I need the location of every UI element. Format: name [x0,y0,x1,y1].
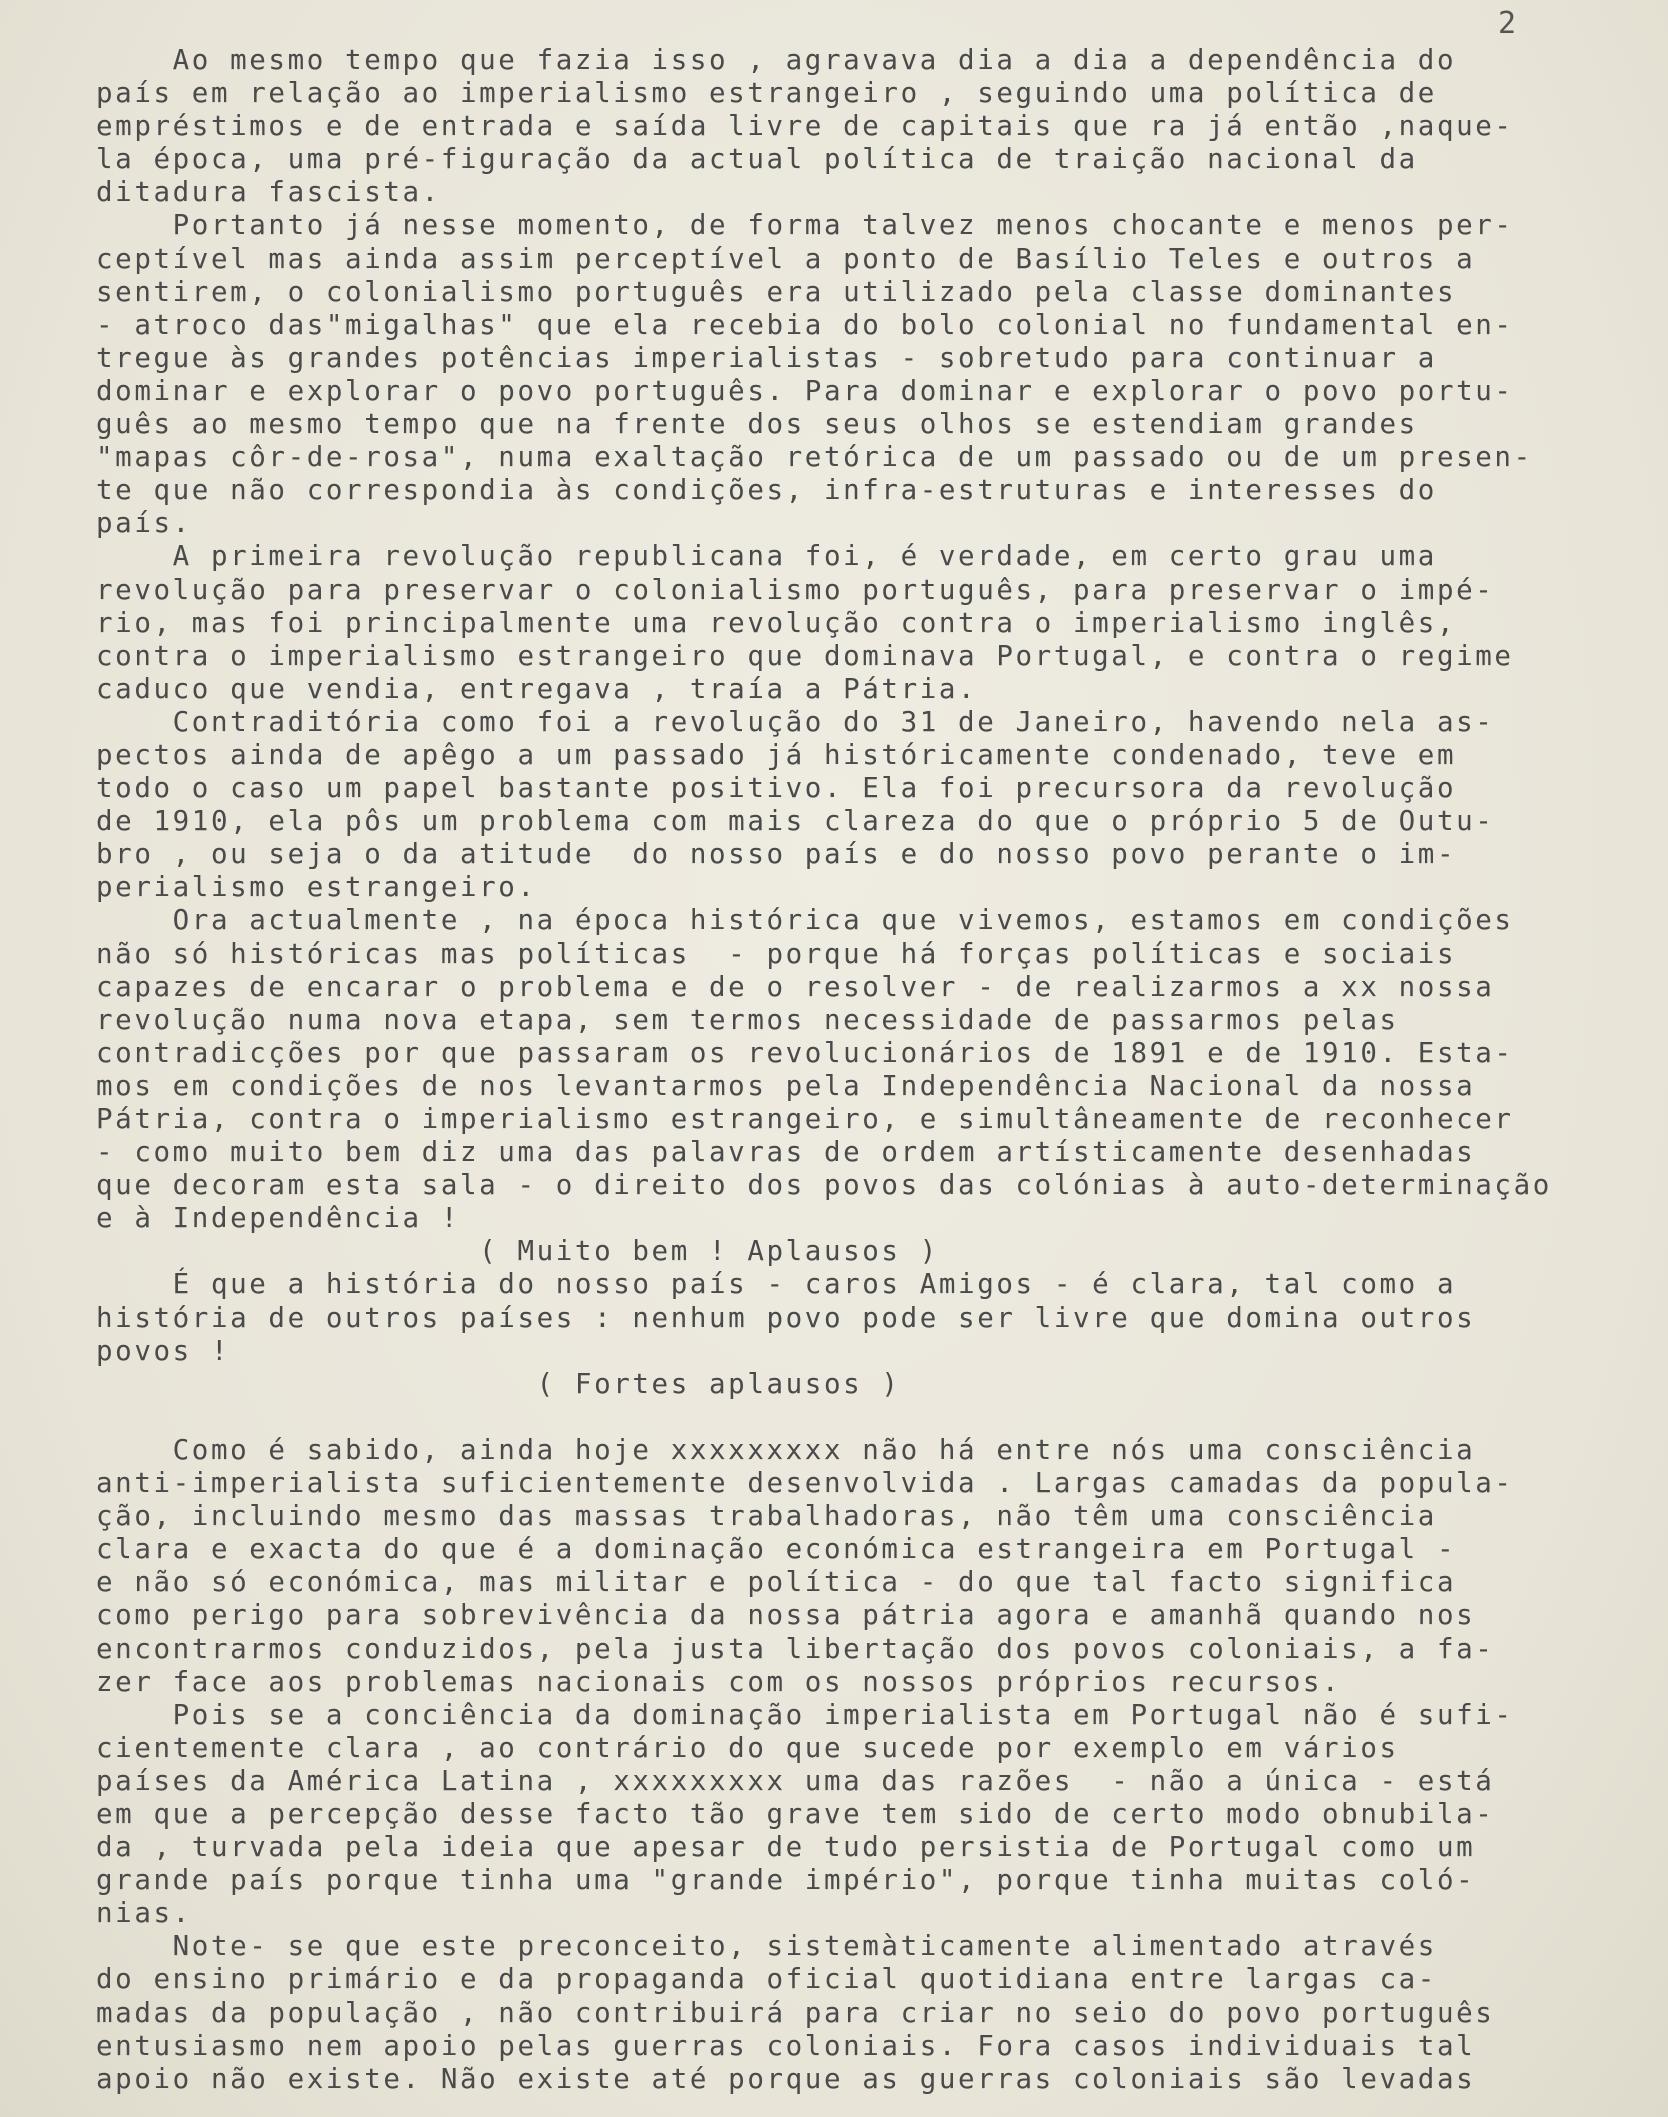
text-line [96,1401,1636,1434]
applause-note: ( Muito bem ! Aplausos ) [96,1235,939,1268]
text-line: como perigo para sobrevivência da nossa pátria agora e amanhã quando nos [96,1599,1476,1632]
text-line: história de outros países : nenhum povo pode ser livre que domina outros [96,1301,1476,1334]
text-line: zer face aos problemas nacionais com os nossos próprios recursos. [96,1665,1342,1698]
text-line: nias. [96,1897,192,1930]
text-line: sentirem, o colonialismo português era utilizado pela classe dominantes [96,275,1457,308]
text-line: É que a história do nosso país - caros Amigos - é clara, tal como a [96,1268,1457,1301]
text-line: países da América Latina , xxxxxxxxx uma das razões - não a única - está [96,1764,1495,1797]
text-line: - atroco das"migalhas" que ela recebia do bolo colonial no fundamental en- [96,308,1514,341]
page-number: 2 [1498,6,1517,41]
text-line: ção, incluindo mesmo das massas trabalhadoras, não têm uma consciência [96,1500,1437,1533]
text-line: perialismo estrangeiro. [96,871,537,904]
text-line: em que a percepção desse facto tão grave tem sido de certo modo obnubila- [96,1797,1495,1830]
text-line: anti-imperialista suficientemente desenvolvida . Largas camadas da popula- [96,1467,1514,1500]
text-line: povos ! [96,1334,231,1367]
text-line: - como muito bem diz uma das palavras de ordem artísticamente desenhadas [96,1136,1476,1169]
text-line: da , turvada pela ideia que apesar de tudo persistia de Portugal como um [96,1831,1476,1864]
text-line: clara e exacta do que é a dominação económica estrangeira em Portugal - [96,1533,1457,1566]
text-line: Note- se que este preconceito, sistemàticamente alimentado através [96,1930,1437,1963]
text-line: Portanto já nesse momento, de forma talvez menos chocante e menos per- [96,209,1514,242]
text-line: Pois se a conciência da dominação imperialista em Portugal não é sufi- [96,1698,1514,1731]
text-line: de 1910, ela pôs um problema com mais clareza do que o próprio 5 de Outu- [96,805,1495,838]
text-line: "mapas côr-de-rosa", numa exaltação retórica de um passado ou de um presen- [96,441,1533,474]
text-line: do ensino primário e da propaganda oficial quotidiana entre largas ca- [96,1963,1437,1996]
text-line: e à Independência ! [96,1202,460,1235]
text-line: revolução para preservar o colonialismo português, para preservar o impé- [96,573,1495,606]
text-line: mos em condições de nos levantarmos pela Independência Nacional da nossa [96,1069,1476,1102]
text-line: Ao mesmo tempo que fazia isso , agravava dia a dia a dependência do [96,44,1457,76]
text-line: e não só económica, mas militar e política - do que tal facto significa [96,1566,1457,1599]
text-line: Ora actualmente , na época histórica que vivemos, estamos em condições [96,904,1514,937]
text-line: país. [96,507,192,540]
text-line: madas da população , não contribuirá para criar no seio do povo português [96,1996,1495,2029]
text-line: Contraditória como foi a revolução do 31 de Janeiro, havendo nela as- [96,705,1495,738]
text-line: tregue às grandes potências imperialistas - sobretudo para continuar a [96,341,1437,374]
text-line: revolução numa nova etapa, sem termos necessidade de passarmos pelas [96,1003,1399,1036]
text-line: ditadura fascista. [96,176,441,209]
text-line: contra o imperialismo estrangeiro que dominava Portugal, e contra o regime [96,639,1514,672]
text-line: todo o caso um papel bastante positivo. Ela foi precursora da revolução [96,772,1457,805]
text-line: te que não correspondia às condições, infra-estruturas e interesses do [96,474,1437,507]
text-line: país em relação ao imperialismo estrangeiro , seguindo uma política de [96,77,1437,110]
text-line: que decoram esta sala - o direito dos povos das colónias à auto-determinação [96,1169,1552,1202]
applause-note: ( Fortes aplausos ) [96,1367,901,1400]
text-line: cientemente clara , ao contrário do que sucede por exemplo em vários [96,1731,1399,1764]
text-line: grande país porque tinha uma "grande império", porque tinha muitas coló- [96,1864,1476,1897]
text-line: dominar e explorar o povo português. Para dominar e explorar o povo portu- [96,374,1514,407]
text-line: empréstimos e de entrada e saída livre de capitais que ra já então ,naque- [96,110,1514,143]
text-line: não só históricas mas políticas - porque há forças políticas e sociais [96,937,1457,970]
text-line: contradicções por que passaram os revolucionários de 1891 e de 1910. Esta- [96,1036,1514,1069]
text-line: caduco que vendia, entregava , traía a Pátria. [96,672,978,705]
text-line: bro , ou seja o da atitude do nosso país e do nosso povo perante o im- [96,838,1457,871]
text-line: Pátria, contra o imperialismo estrangeiro, e simultâneamente de reconhecer [96,1103,1514,1135]
text-line: capazes de encarar o problema e de o resolver - de realizarmos a xx nossa [96,970,1495,1003]
text-line: ceptível mas ainda assim perceptível a ponto de Basílio Teles e outros a [96,242,1476,275]
text-line: pectos ainda de apêgo a um passado já históricamente condenado, teve em [96,738,1457,771]
typewritten-text [96,44,1636,2096]
text-line: rio, mas foi principalmente uma revolução contra o imperialismo inglês, [96,606,1457,639]
text-line: Como é sabido, ainda hoje xxxxxxxxx não há entre nós uma consciência [96,1433,1476,1466]
text-line: entusiasmo nem apoio pelas guerras coloniais. Fora casos individuais tal [96,2029,1476,2062]
text-line: A primeira revolução republicana foi, é verdade, em certo grau uma [96,540,1437,573]
text-line: encontrarmos conduzidos, pela justa libertação dos povos coloniais, a fa- [96,1632,1495,1665]
text-line: guês ao mesmo tempo que na frente dos seus olhos se estendiam grandes [96,408,1418,441]
text-line: apoio não existe. Não existe até porque as guerras coloniais são levadas [96,2062,1476,2095]
text-line: la época, uma pré-figuração da actual política de traição nacional da [96,143,1418,176]
